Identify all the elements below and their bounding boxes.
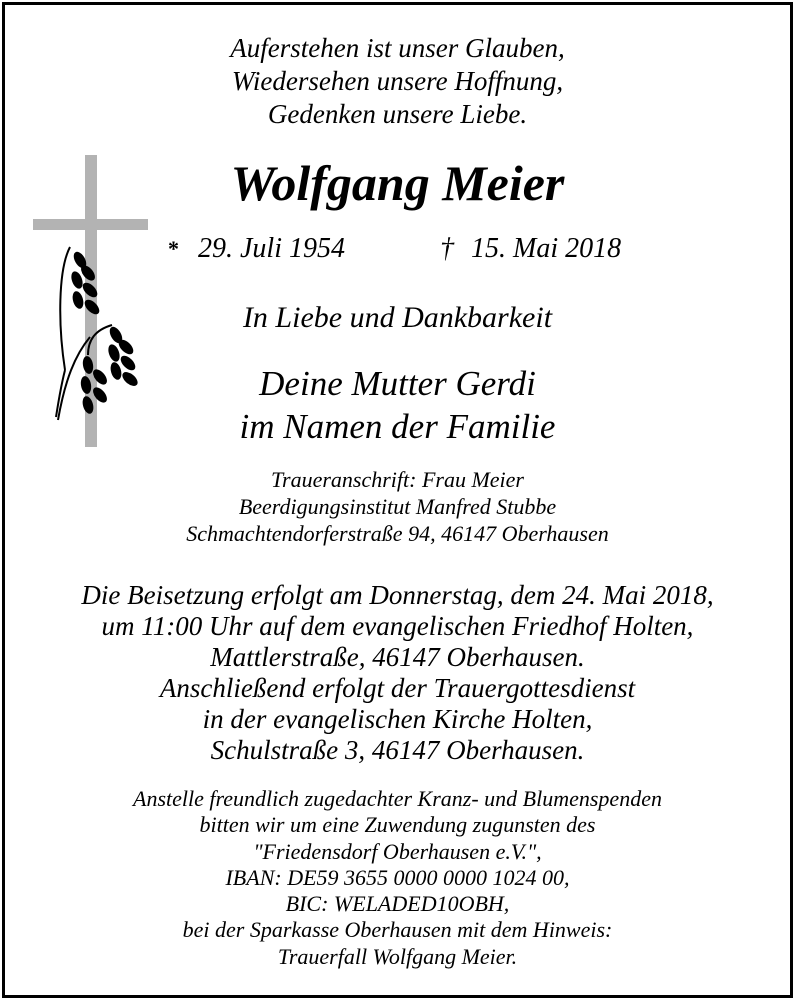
motto-line: Gedenken unsere Liebe. [267,99,528,129]
burial-line: Anschließend erfolgt der Trauergottesdienst [159,673,636,703]
family-signature [0,362,795,448]
birth-date: 29. Juli 1954 [198,233,345,264]
donation-notice [0,786,795,970]
death-date: 15. Mai 2018 [471,233,622,264]
death-date-line [440,232,621,266]
donation-line: Trauerfall Wolfgang Meier. [277,943,518,969]
donation-line: BIC: WELADED10OBH, [285,891,510,917]
burial-line: Die Beisetzung erfolgt am Donnerstag, dem 24. Mai 2018, [81,580,714,610]
family-line: im Namen der Familie [239,407,556,446]
burial-line: um 11:00 Uhr auf dem evangelischen Friedhof Holten, [101,611,694,641]
motto-verse [0,32,795,131]
thanks-line: In Liebe und Dankbarkeit [242,301,553,334]
donation-line: bei der Sparkasse Oberhausen mit dem Hinweis: [182,917,613,943]
deceased-name: Wolfgang Meier [230,155,565,211]
burial-line: Schulstraße 3, 46147 Oberhausen. [210,735,585,765]
motto-line: Auferstehen ist unser Glauben, [230,33,565,63]
burial-line: Mattlerstraße, 46147 Oberhausen. [210,642,585,672]
donation-line: IBAN: DE59 3655 0000 0000 1024 00, [225,864,570,890]
motto-line: Wiedersehen unsere Hoffnung, [231,66,564,96]
burial-notice [0,580,795,766]
address-line: Traueranschrift: Frau Meier [271,467,524,492]
birth-date-line [168,232,345,267]
burial-line: in der evangelischen Kirche Holten, [202,704,593,734]
birth-star-icon: * [168,236,179,261]
donation-line: Anstelle freundlich zugedachter Kranz- und Blumenspenden [133,786,662,811]
donation-line: "Friedensdorf Oberhausen e.V.", [253,838,542,864]
address-line: Beerdigungsinstitut Manfred Stubbe [238,494,557,519]
address-line: Schmachtendorferstraße 94, 46147 Oberhausen [186,521,609,546]
death-cross-icon: † [440,233,454,264]
family-line: Deine Mutter Gerdi [259,364,536,403]
donation-line: bitten wir um eine Zuwendung zugunsten des [199,812,596,838]
mourning-address [0,466,795,547]
